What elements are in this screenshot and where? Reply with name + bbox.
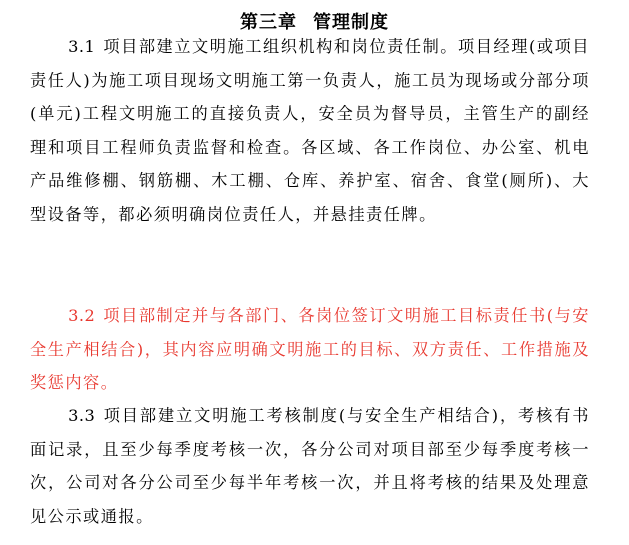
section-3-3-paragraph [30, 399, 590, 533]
section-3-1-paragraph [30, 30, 590, 231]
section-number: 3.2 [68, 306, 96, 325]
chapter-number: 第三章 [240, 12, 297, 33]
section-text: 项目部建立文明施工组织机构和岗位责任制。项目经理(或项目责任人)为施工项目现场文明施工第一负责人，施工员为现场或分部分项(单元)工程文明施工的直接负责人，安全员为督导员，主管生产的副经理和项目工程师负责监督和检查。各区域、各工作岗位、办公室、机电产品维修棚、钢筋棚、木工棚、仓库、养护室、宿舍、食堂(厕所)、大型设备等，都必须明确岗位责任人，并悬挂责任牌。 [30, 37, 590, 224]
section-number: 3.3 [68, 406, 96, 425]
section-3-2-paragraph [30, 299, 590, 400]
chapter-title: 管理制度 [313, 12, 389, 33]
section-text: 项目部制定并与各部门、各岗位签订文明施工目标责任书(与安全生产相结合)，其内容应明确文明施工的目标、双方责任、工作措施及奖惩内容。 [30, 306, 590, 392]
section-text: 项目部建立文明施工考核制度(与安全生产相结合)，考核有书面记录，且至少每季度考核一次，各分公司对项目部至少每季度考核一次，公司对各分公司至少每半年考核一次，并且将考核的结果及处理意见公示或通报。 [30, 406, 590, 526]
section-number: 3.1 [68, 37, 96, 56]
